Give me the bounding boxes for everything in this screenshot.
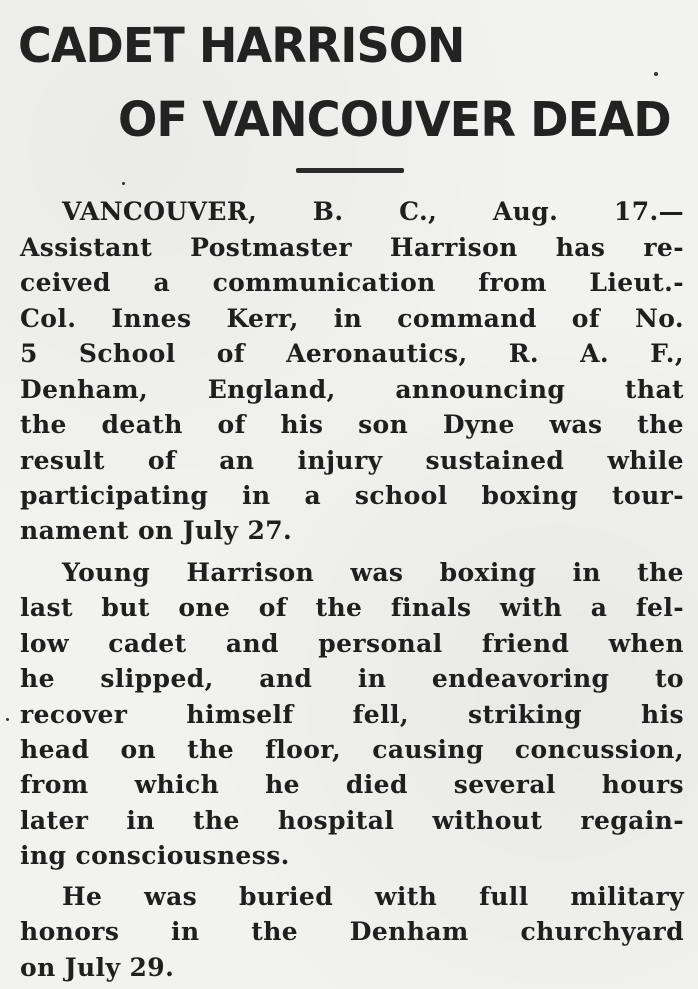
para2-line-1: Young Harrison was boxing in the xyxy=(62,558,684,587)
headline-divider xyxy=(296,168,404,173)
para2-line-4: he slipped, and in endeavoring to xyxy=(20,664,684,693)
para1-line-8: result of an injury sustained while xyxy=(20,446,684,475)
para1-line-4: Col. Innes Kerr, in command of No. xyxy=(20,304,684,333)
para1-line-9: participating in a school boxing tour- xyxy=(20,481,684,510)
para1-line-6: Denham, England, announcing that xyxy=(20,375,684,404)
para1-line-7: the death of his son Dyne was the xyxy=(20,410,684,439)
headline-line-1: CADET HARRISON xyxy=(18,18,465,74)
para1-line-3: ceived a communication from Lieut.- xyxy=(20,268,684,297)
para2-line-6: head on the floor, causing concussion, xyxy=(20,735,684,764)
para2-line-2: last but one of the finals with a fel- xyxy=(20,593,684,622)
para1-line-2: Assistant Postmaster Harrison has re- xyxy=(20,233,684,262)
para3-line-2: honors in the Denham churchyard xyxy=(20,917,684,946)
headline-line-2: OF VANCOUVER DEAD xyxy=(118,92,671,148)
para2-line-9: ing consciousness. xyxy=(20,841,290,870)
para3-line-1: He was buried with full military xyxy=(62,882,684,911)
ink-speck xyxy=(6,718,9,721)
para3-line-3: on July 29. xyxy=(20,953,175,982)
para2-line-3: low cadet and personal friend when xyxy=(20,629,684,658)
para2-line-5: recover himself fell, striking his xyxy=(20,700,684,729)
ink-speck xyxy=(122,182,125,185)
para1-line-1: VANCOUVER, B. C., Aug. 17.— xyxy=(62,197,684,226)
para2-line-8: later in the hospital without regain- xyxy=(20,806,684,835)
para1-line-5: 5 School of Aeronautics, R. A. F., xyxy=(20,339,684,368)
ink-speck xyxy=(654,72,658,76)
para2-line-7: from which he died several hours xyxy=(20,770,684,799)
para1-line-10: nament on July 27. xyxy=(20,516,293,545)
